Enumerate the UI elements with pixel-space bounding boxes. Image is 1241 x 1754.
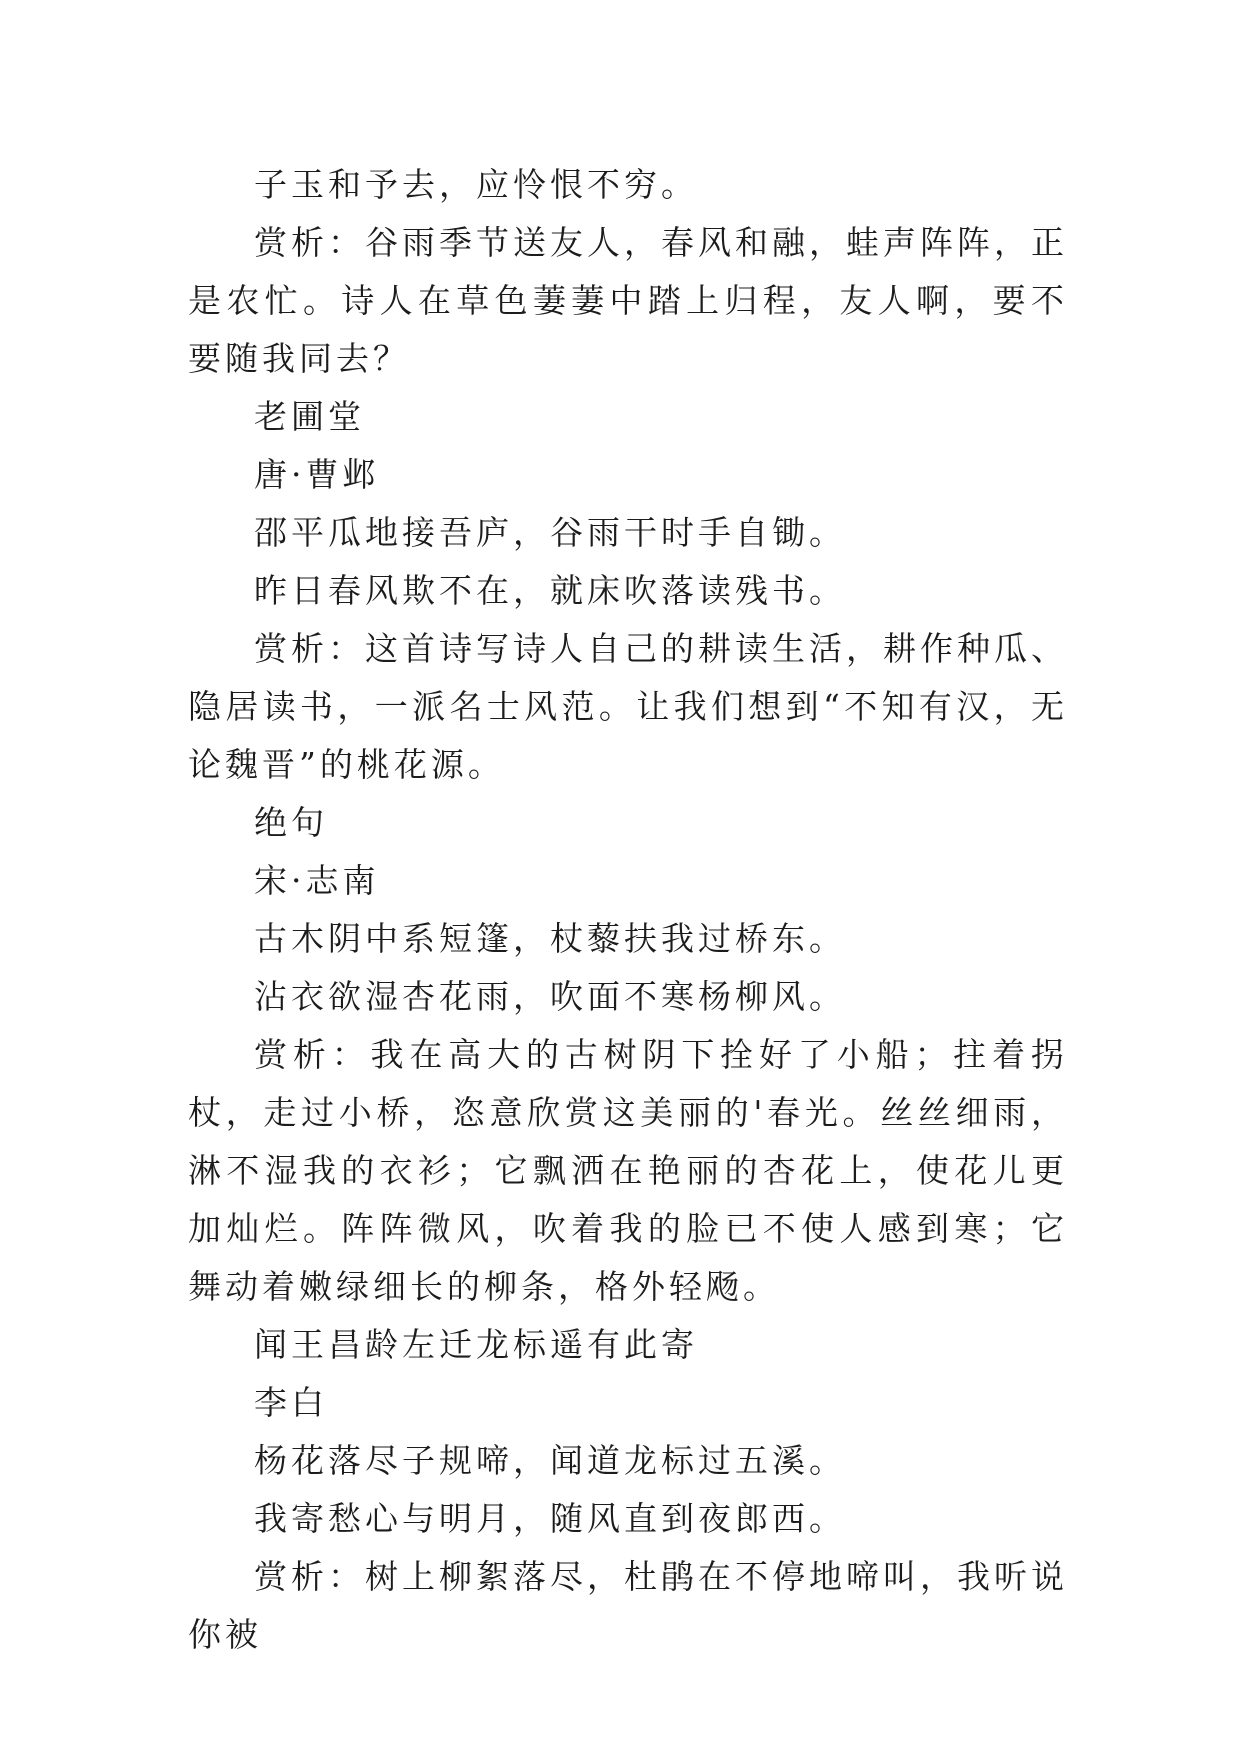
poem-title-wen-wangchangling: 闻王昌龄左迁龙标遥有此寄 <box>254 1325 698 1364</box>
poem-line: 杨花落尽子规啼，闻道龙标过五溪。 <box>254 1441 846 1480</box>
poem-author-libai: 李白 <box>254 1383 328 1422</box>
appreciation-paragraph: 赏析：树上柳絮落尽，杜鹃在不停地啼叫，我听说你被 <box>188 1557 1068 1654</box>
document-body <box>188 156 1068 1664</box>
poem-line: 沾衣欲湿杏花雨，吹面不寒杨柳风。 <box>254 977 846 1016</box>
poem-line: 我寄愁心与明月，随风直到夜郎西。 <box>254 1499 846 1538</box>
poem-line: 古木阴中系短篷，杖藜扶我过桥东。 <box>254 919 846 958</box>
appreciation-paragraph: 赏析：这首诗写诗人自己的耕读生活，耕作种瓜、隐居读书，一派名士风范。让我们想到“不知有汉，无论魏晋”的桃花源。 <box>188 629 1068 784</box>
appreciation-paragraph: 赏析：我在高大的古树阴下拴好了小船；拄着拐杖，走过小桥，恣意欣赏这美丽的'春光。丝丝细雨，淋不湿我的衣衫；它飘洒在艳丽的杏花上，使花儿更加灿烂。阵阵微风，吹着我的脸已不使人感到寒；它舞动着嫩绿细长的柳条，格外轻飏。 <box>188 1035 1068 1306</box>
paragraph-1: 子玉和予去，应怜恨不穷。 <box>254 165 698 204</box>
paragraph-2: 赏析：谷雨季节送友人，春风和融，蛙声阵阵，正是农忙。诗人在草色萋萋中踏上归程，友人啊，要不要随我同去？ <box>188 223 1068 378</box>
poem-author-caoye: 唐·曹邺 <box>254 455 380 494</box>
poem-title-laoputang: 老圃堂 <box>254 397 365 436</box>
poem-title-jueju: 绝句 <box>254 803 328 842</box>
poem-author-zhinan: 宋·志南 <box>254 861 380 900</box>
poem-line: 邵平瓜地接吾庐，谷雨干时手自锄。 <box>254 513 846 552</box>
poem-line: 昨日春风欺不在，就床吹落读残书。 <box>254 571 846 610</box>
